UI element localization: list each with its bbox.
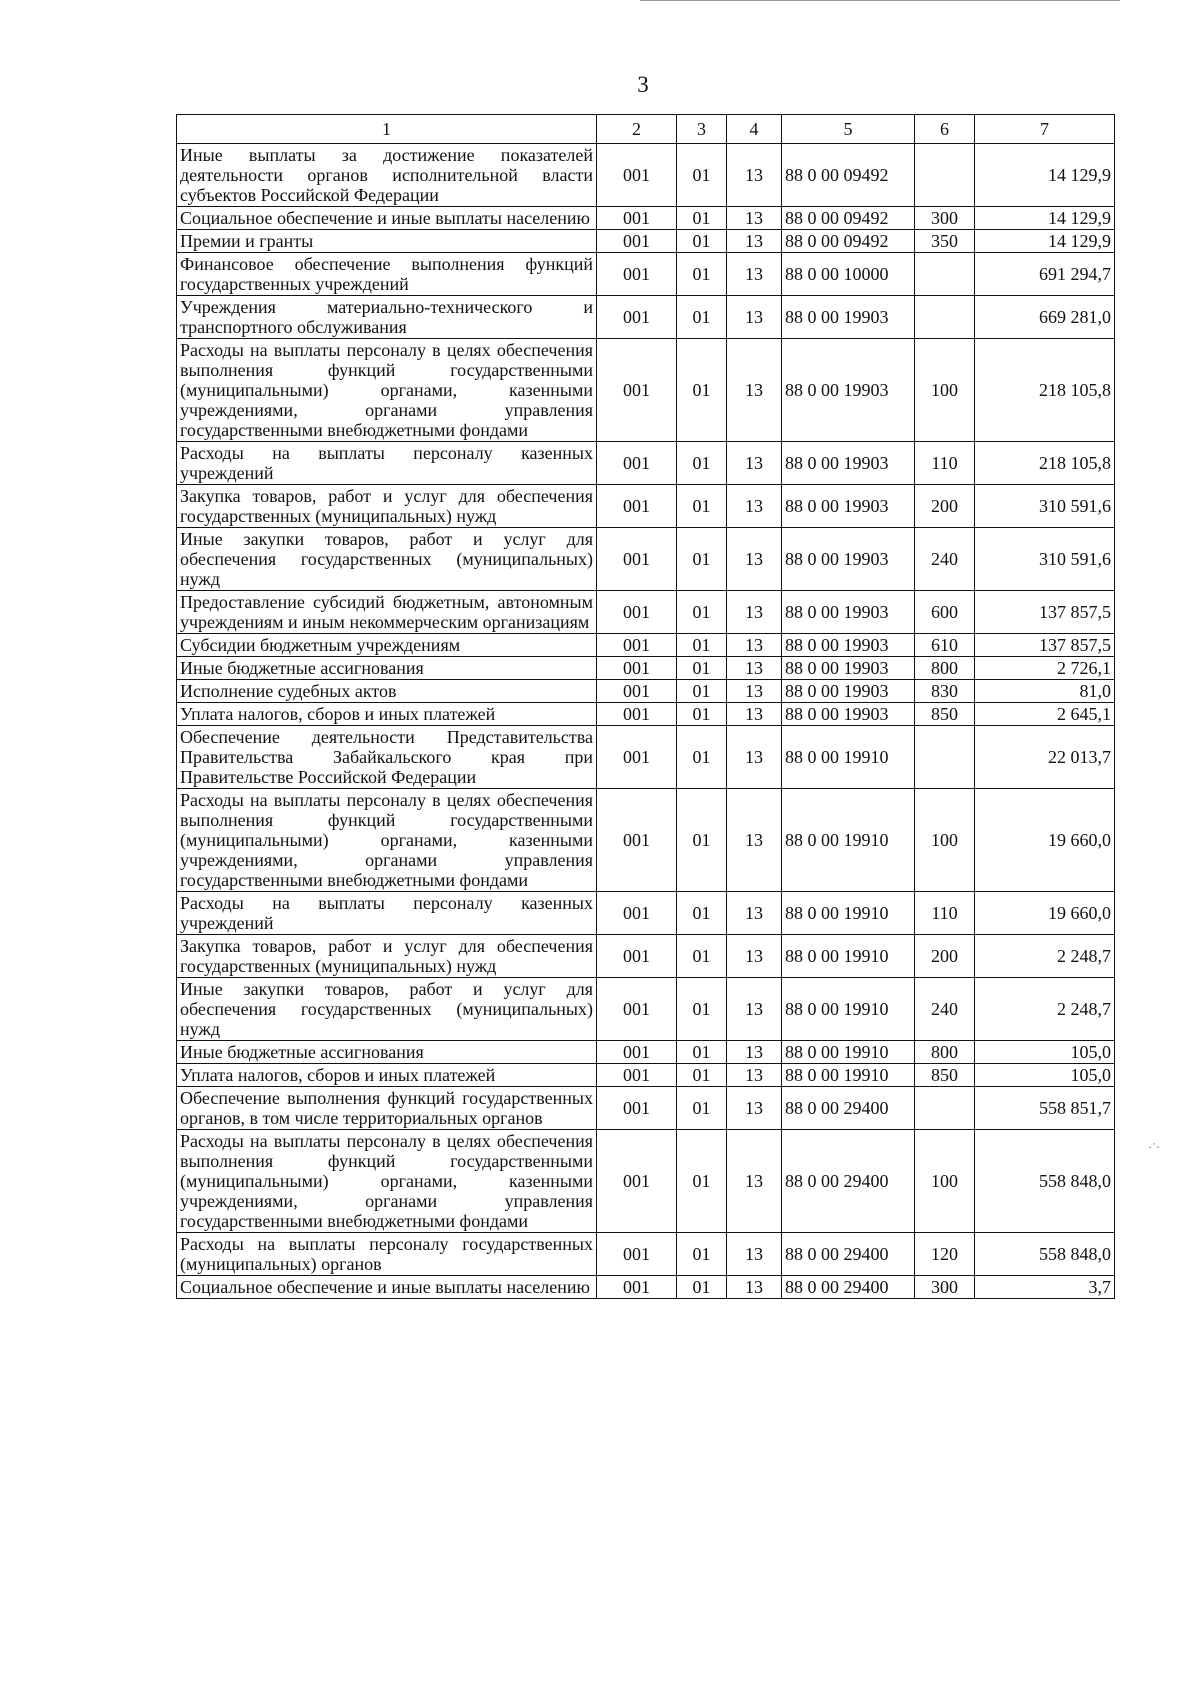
expense-type-cell: 610	[915, 634, 975, 657]
subsection-cell: 13	[727, 1276, 782, 1299]
table-row	[177, 726, 1115, 789]
row-name-cell: Обеспечение деятельности Представительства Правительства Забайкальского края при Правительстве Российской Федерации	[177, 726, 597, 789]
table-row	[177, 680, 1115, 703]
subsection-cell: 13	[727, 442, 782, 485]
table-row	[177, 1130, 1115, 1233]
amount-cell: 2 248,7	[975, 935, 1115, 978]
target-article-cell: 88 0 00 19910	[782, 1041, 915, 1064]
amount-cell: 558 848,0	[975, 1130, 1115, 1233]
expense-type-cell	[915, 144, 975, 207]
target-article-cell: 88 0 00 09492	[782, 230, 915, 253]
expense-type-cell: 200	[915, 485, 975, 528]
admin-code-cell: 001	[597, 1041, 677, 1064]
expense-type-cell: 100	[915, 789, 975, 892]
target-article-cell: 88 0 00 19903	[782, 680, 915, 703]
amount-cell: 3,7	[975, 1276, 1115, 1299]
expense-type-cell: 240	[915, 528, 975, 591]
target-article-cell: 88 0 00 19903	[782, 591, 915, 634]
column-header: 1	[177, 115, 597, 144]
amount-cell: 14 129,9	[975, 144, 1115, 207]
target-article-cell: 88 0 00 19910	[782, 1064, 915, 1087]
admin-code-cell: 001	[597, 935, 677, 978]
table-row	[177, 634, 1115, 657]
amount-cell: 105,0	[975, 1041, 1115, 1064]
admin-code-cell: 001	[597, 253, 677, 296]
subsection-cell: 13	[727, 207, 782, 230]
target-article-cell: 88 0 00 29400	[782, 1276, 915, 1299]
admin-code-cell: 001	[597, 703, 677, 726]
admin-code-cell: 001	[597, 1087, 677, 1130]
section-cell: 01	[677, 680, 727, 703]
expense-type-cell: 300	[915, 1276, 975, 1299]
row-name-cell: Расходы на выплаты персоналу в целях обеспечения выполнения функций государственными (муниципальными) органами, казенными учреждениями, органами управления государственными внебюджетными фондами	[177, 789, 597, 892]
row-name-cell: Иные бюджетные ассигнования	[177, 1041, 597, 1064]
target-article-cell: 88 0 00 29400	[782, 1233, 915, 1276]
table-row	[177, 230, 1115, 253]
row-name-cell: Закупка товаров, работ и услуг для обеспечения государственных (муниципальных) нужд	[177, 485, 597, 528]
admin-code-cell: 001	[597, 230, 677, 253]
subsection-cell: 13	[727, 1130, 782, 1233]
admin-code-cell: 001	[597, 528, 677, 591]
column-header: 2	[597, 115, 677, 144]
subsection-cell: 13	[727, 528, 782, 591]
row-name-cell: Расходы на выплаты персоналу государственных (муниципальных) органов	[177, 1233, 597, 1276]
expense-type-cell	[915, 1087, 975, 1130]
row-name-cell: Учреждения материально-технического и транспортного обслуживания	[177, 296, 597, 339]
table-row	[177, 485, 1115, 528]
column-header: 3	[677, 115, 727, 144]
admin-code-cell: 001	[597, 296, 677, 339]
target-article-cell: 88 0 00 19903	[782, 634, 915, 657]
table-row	[177, 1064, 1115, 1087]
amount-cell: 2 248,7	[975, 978, 1115, 1041]
admin-code-cell: 001	[597, 634, 677, 657]
subsection-cell: 13	[727, 978, 782, 1041]
amount-cell: 2 726,1	[975, 657, 1115, 680]
amount-cell: 2 645,1	[975, 703, 1115, 726]
table-row	[177, 591, 1115, 634]
amount-cell: 137 857,5	[975, 591, 1115, 634]
section-cell: 01	[677, 207, 727, 230]
target-article-cell: 88 0 00 19903	[782, 485, 915, 528]
expense-type-cell: 850	[915, 1064, 975, 1087]
row-name-cell: Субсидии бюджетным учреждениям	[177, 634, 597, 657]
table-row	[177, 978, 1115, 1041]
subsection-cell: 13	[727, 892, 782, 935]
section-cell: 01	[677, 296, 727, 339]
section-cell: 01	[677, 442, 727, 485]
expense-type-cell: 110	[915, 892, 975, 935]
row-name-cell: Социальное обеспечение и иные выплаты населению	[177, 207, 597, 230]
row-name-cell: Иные закупки товаров, работ и услуг для обеспечения государственных (муниципальных) нужд	[177, 978, 597, 1041]
target-article-cell: 88 0 00 19910	[782, 789, 915, 892]
subsection-cell: 13	[727, 1087, 782, 1130]
subsection-cell: 13	[727, 591, 782, 634]
row-name-cell: Исполнение судебных актов	[177, 680, 597, 703]
admin-code-cell: 001	[597, 680, 677, 703]
target-article-cell: 88 0 00 09492	[782, 144, 915, 207]
subsection-cell: 13	[727, 253, 782, 296]
admin-code-cell: 001	[597, 207, 677, 230]
scan-top-edge	[640, 0, 1120, 1]
subsection-cell: 13	[727, 485, 782, 528]
amount-cell: 310 591,6	[975, 528, 1115, 591]
table-row	[177, 1041, 1115, 1064]
expense-type-cell: 110	[915, 442, 975, 485]
amount-cell: 105,0	[975, 1064, 1115, 1087]
amount-cell: 218 105,8	[975, 442, 1115, 485]
amount-cell: 669 281,0	[975, 296, 1115, 339]
admin-code-cell: 001	[597, 1130, 677, 1233]
expense-type-cell: 350	[915, 230, 975, 253]
table-row	[177, 1087, 1115, 1130]
target-article-cell: 88 0 00 19903	[782, 296, 915, 339]
expense-type-cell	[915, 296, 975, 339]
page-number: 3	[637, 72, 649, 97]
admin-code-cell: 001	[597, 726, 677, 789]
target-article-cell: 88 0 00 19903	[782, 339, 915, 442]
admin-code-cell: 001	[597, 789, 677, 892]
section-cell: 01	[677, 1064, 727, 1087]
target-article-cell: 88 0 00 19903	[782, 703, 915, 726]
subsection-cell: 13	[727, 339, 782, 442]
target-article-cell: 88 0 00 19910	[782, 892, 915, 935]
section-cell: 01	[677, 339, 727, 442]
admin-code-cell: 001	[597, 657, 677, 680]
subsection-cell: 13	[727, 1064, 782, 1087]
admin-code-cell: 001	[597, 1276, 677, 1299]
section-cell: 01	[677, 230, 727, 253]
table-row	[177, 657, 1115, 680]
section-cell: 01	[677, 789, 727, 892]
table-row	[177, 528, 1115, 591]
section-cell: 01	[677, 591, 727, 634]
column-header: 6	[915, 115, 975, 144]
target-article-cell: 88 0 00 29400	[782, 1087, 915, 1130]
table-row	[177, 703, 1115, 726]
admin-code-cell: 001	[597, 591, 677, 634]
admin-code-cell: 001	[597, 1233, 677, 1276]
section-cell: 01	[677, 485, 727, 528]
row-name-cell: Иные выплаты за достижение показателей деятельности органов исполнительной власти субъектов Российской Федерации	[177, 144, 597, 207]
section-cell: 01	[677, 1130, 727, 1233]
admin-code-cell: 001	[597, 892, 677, 935]
section-cell: 01	[677, 144, 727, 207]
row-name-cell: Социальное обеспечение и иные выплаты населению	[177, 1276, 597, 1299]
row-name-cell: Премии и гранты	[177, 230, 597, 253]
amount-cell: 14 129,9	[975, 207, 1115, 230]
target-article-cell: 88 0 00 09492	[782, 207, 915, 230]
budget-table	[176, 114, 1115, 1299]
section-cell: 01	[677, 528, 727, 591]
row-name-cell: Предоставление субсидий бюджетным, автономным учреждениям и иным некоммерческим организациям	[177, 591, 597, 634]
target-article-cell: 88 0 00 19910	[782, 935, 915, 978]
header-row	[177, 115, 1115, 144]
admin-code-cell: 001	[597, 978, 677, 1041]
column-header: 7	[975, 115, 1115, 144]
row-name-cell: Закупка товаров, работ и услуг для обеспечения государственных (муниципальных) нужд	[177, 935, 597, 978]
table-row	[177, 339, 1115, 442]
table-row	[177, 935, 1115, 978]
target-article-cell: 88 0 00 19910	[782, 726, 915, 789]
target-article-cell: 88 0 00 19903	[782, 528, 915, 591]
target-article-cell: 88 0 00 19903	[782, 657, 915, 680]
section-cell: 01	[677, 726, 727, 789]
row-name-cell: Иные закупки товаров, работ и услуг для обеспечения государственных (муниципальных) нужд	[177, 528, 597, 591]
target-article-cell: 88 0 00 19903	[782, 442, 915, 485]
subsection-cell: 13	[727, 230, 782, 253]
admin-code-cell: 001	[597, 485, 677, 528]
scan-speckle: ·˙·	[1148, 1140, 1160, 1154]
admin-code-cell: 001	[597, 339, 677, 442]
expense-type-cell: 600	[915, 591, 975, 634]
subsection-cell: 13	[727, 1041, 782, 1064]
table-row	[177, 1233, 1115, 1276]
section-cell: 01	[677, 657, 727, 680]
table-row	[177, 892, 1115, 935]
row-name-cell: Расходы на выплаты персоналу в целях обеспечения выполнения функций государственными (муниципальными) органами, казенными учреждениями, органами управления государственными внебюджетными фондами	[177, 1130, 597, 1233]
subsection-cell: 13	[727, 634, 782, 657]
amount-cell: 22 013,7	[975, 726, 1115, 789]
amount-cell: 218 105,8	[975, 339, 1115, 442]
subsection-cell: 13	[727, 703, 782, 726]
column-header: 4	[727, 115, 782, 144]
expense-type-cell: 300	[915, 207, 975, 230]
amount-cell: 691 294,7	[975, 253, 1115, 296]
section-cell: 01	[677, 703, 727, 726]
expense-type-cell: 800	[915, 657, 975, 680]
row-name-cell: Обеспечение выполнения функций государственных органов, в том числе территориальных органов	[177, 1087, 597, 1130]
target-article-cell: 88 0 00 10000	[782, 253, 915, 296]
amount-cell: 19 660,0	[975, 892, 1115, 935]
subsection-cell: 13	[727, 296, 782, 339]
amount-cell: 14 129,9	[975, 230, 1115, 253]
section-cell: 01	[677, 253, 727, 296]
section-cell: 01	[677, 935, 727, 978]
amount-cell: 19 660,0	[975, 789, 1115, 892]
section-cell: 01	[677, 1276, 727, 1299]
subsection-cell: 13	[727, 657, 782, 680]
expense-type-cell	[915, 726, 975, 789]
subsection-cell: 13	[727, 680, 782, 703]
target-article-cell: 88 0 00 19910	[782, 978, 915, 1041]
expense-type-cell: 800	[915, 1041, 975, 1064]
row-name-cell: Расходы на выплаты персоналу в целях обеспечения выполнения функций государственными (муниципальными) органами, казенными учреждениями, органами управления государственными внебюджетными фондами	[177, 339, 597, 442]
amount-cell: 81,0	[975, 680, 1115, 703]
row-name-cell: Расходы на выплаты персоналу казенных учреждений	[177, 442, 597, 485]
table-row	[177, 442, 1115, 485]
subsection-cell: 13	[727, 789, 782, 892]
admin-code-cell: 001	[597, 1064, 677, 1087]
section-cell: 01	[677, 1087, 727, 1130]
subsection-cell: 13	[727, 726, 782, 789]
row-name-cell: Уплата налогов, сборов и иных платежей	[177, 1064, 597, 1087]
table-row	[177, 1276, 1115, 1299]
subsection-cell: 13	[727, 1233, 782, 1276]
row-name-cell: Иные бюджетные ассигнования	[177, 657, 597, 680]
row-name-cell: Уплата налогов, сборов и иных платежей	[177, 703, 597, 726]
expense-type-cell: 100	[915, 339, 975, 442]
row-name-cell: Расходы на выплаты персоналу казенных учреждений	[177, 892, 597, 935]
table-row	[177, 296, 1115, 339]
table-row	[177, 789, 1115, 892]
expense-type-cell: 830	[915, 680, 975, 703]
amount-cell: 558 848,0	[975, 1233, 1115, 1276]
expense-type-cell: 120	[915, 1233, 975, 1276]
subsection-cell: 13	[727, 144, 782, 207]
section-cell: 01	[677, 892, 727, 935]
amount-cell: 558 851,7	[975, 1087, 1115, 1130]
expense-type-cell: 240	[915, 978, 975, 1041]
section-cell: 01	[677, 1233, 727, 1276]
table-row	[177, 144, 1115, 207]
section-cell: 01	[677, 978, 727, 1041]
column-header: 5	[782, 115, 915, 144]
target-article-cell: 88 0 00 29400	[782, 1130, 915, 1233]
section-cell: 01	[677, 1041, 727, 1064]
admin-code-cell: 001	[597, 144, 677, 207]
expense-type-cell: 200	[915, 935, 975, 978]
row-name-cell: Финансовое обеспечение выполнения функций государственных учреждений	[177, 253, 597, 296]
table-row	[177, 253, 1115, 296]
expense-type-cell: 850	[915, 703, 975, 726]
amount-cell: 310 591,6	[975, 485, 1115, 528]
expense-type-cell: 100	[915, 1130, 975, 1233]
section-cell: 01	[677, 634, 727, 657]
admin-code-cell: 001	[597, 442, 677, 485]
amount-cell: 137 857,5	[975, 634, 1115, 657]
table-row	[177, 207, 1115, 230]
subsection-cell: 13	[727, 935, 782, 978]
expense-type-cell	[915, 253, 975, 296]
